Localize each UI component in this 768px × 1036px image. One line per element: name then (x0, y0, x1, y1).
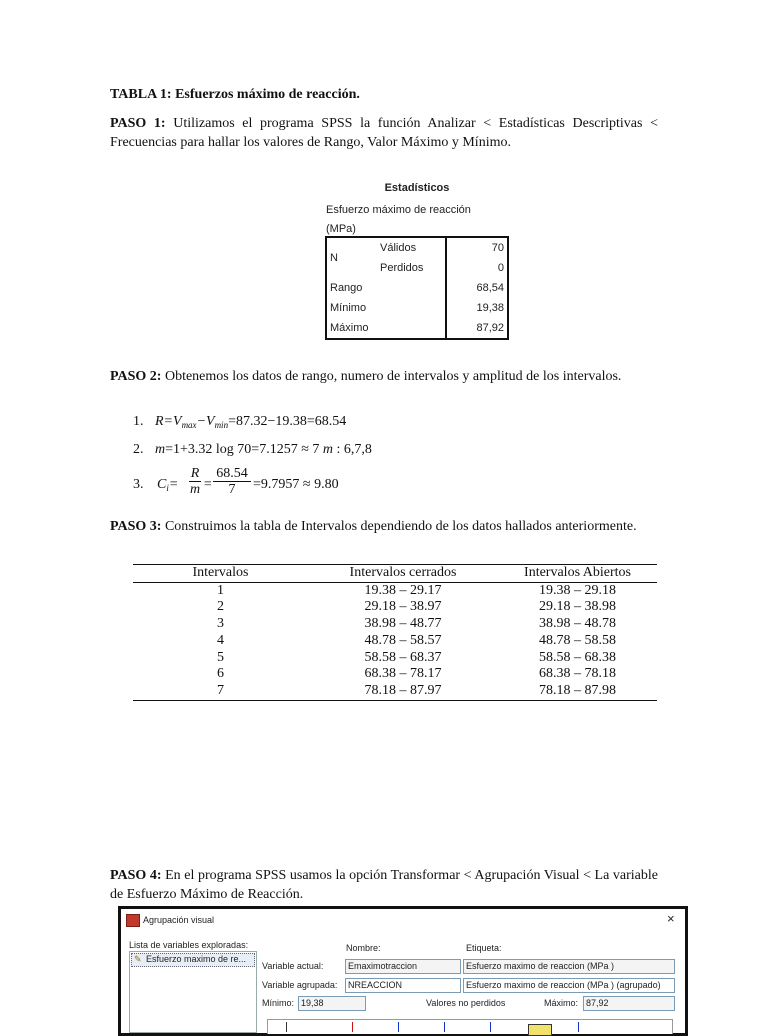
stats-range-value: 68,54 (446, 278, 508, 298)
paso3-label: PASO 3: (110, 519, 162, 534)
intervals-header-closed: Intervalos cerrados (308, 565, 498, 583)
intervals-row (133, 599, 657, 616)
histogram-bar (528, 1024, 552, 1036)
formula-3-lhs: $C_i=$ (157, 477, 179, 493)
stats-n-label: N (330, 252, 338, 264)
formula-3-fraction-den: 7 (213, 481, 251, 497)
interval-open-cell: 78.18 – 87.98 (498, 683, 657, 700)
intervals-header-index: Intervalos (133, 565, 308, 583)
formula-2-value: =1+3.32 log 70=7.1257 ≈ 7 (165, 442, 323, 457)
formula-2-number: 2. (133, 442, 144, 457)
spss-app-icon (126, 914, 140, 927)
interval-index-cell: 3 (217, 616, 224, 632)
dialog-title-bar[interactable] (121, 909, 685, 931)
paso4-text: En el programa SPSS usamos la opción Transformar < Agrupación Visual < La variable de Esfuerzo Máximo de Reacción. (110, 868, 658, 902)
stats-title: Estadísticos (384, 182, 450, 194)
paso2-label: PASO 2: (110, 369, 162, 384)
formula-3-value: =9.7957 ≈ 9.80 (253, 477, 339, 492)
formula-3-eq: = (203, 477, 213, 492)
current-variable-name-field: Emaximotraccion (345, 959, 461, 974)
interval-index-cell: 6 (217, 666, 224, 682)
intervals-row (133, 633, 657, 650)
interval-open-cell: 38.98 – 48.78 (539, 616, 616, 632)
interval-closed-cell: 38.98 – 48.77 (364, 616, 442, 632)
formula-1-number: 1. (133, 414, 144, 429)
grouped-variable-name-input[interactable]: NREACCION (345, 978, 461, 993)
histogram-area[interactable] (267, 1019, 673, 1034)
interval-closed-cell: 58.58 – 68.37 (364, 649, 442, 665)
stats-min-value: 19,38 (446, 298, 508, 318)
interval-open-cell: 58.58 – 68.38 (539, 649, 616, 665)
variables-list[interactable] (129, 951, 257, 1033)
paso1-text: Utilizamos el programa SPSS la función Analizar < Estadísticas Descriptivas < Frecuencias para hallar los valores de Rango, Valor Máximo y Mínimo. (110, 116, 658, 150)
grouped-variable-label: Variable agrupada: (262, 980, 338, 990)
stats-missing-value: 0 (446, 258, 508, 278)
minimum-value-field: 19,38 (298, 996, 366, 1011)
interval-index-cell: 2 (217, 599, 224, 615)
paso2-paragraph (110, 367, 658, 386)
formula-1 (133, 412, 346, 435)
current-variable-label-field: Esfuerzo maximo de reaccion (MPa ) (463, 959, 675, 974)
table-title: TABLA 1: Esfuerzos máximo de reacción. (110, 87, 360, 102)
interval-index-cell: 4 (217, 632, 224, 648)
interval-closed-cell: 48.78 – 58.57 (364, 632, 442, 648)
ruler-icon: ✎ (134, 954, 142, 964)
formula-2-tail: : 6,7,8 (333, 442, 372, 457)
formula-3-fraction-num: 68.54 (216, 466, 248, 481)
interval-index-cell: 7 (133, 683, 308, 700)
minimum-label: Mínimo: (262, 998, 295, 1008)
formula-3-fraction (213, 466, 251, 497)
interval-closed-cell: 19.38 – 29.17 (364, 582, 442, 598)
paso3-text: Construimos la tabla de Intervalos dependiendo de los datos hallados anteriormente. (161, 519, 637, 534)
interval-closed-cell: 68.38 – 78.17 (364, 666, 442, 682)
dialog-title: Agrupación visual (143, 915, 215, 925)
interval-open-cell: 68.38 – 78.18 (539, 666, 616, 682)
paso3-paragraph (110, 517, 658, 536)
paso4-paragraph (110, 866, 658, 904)
list-item-esfuerzo[interactable] (131, 953, 255, 967)
current-variable-label: Variable actual: (262, 961, 324, 971)
interval-index-cell: 5 (217, 649, 224, 665)
intervals-row (133, 650, 657, 667)
formula-1-expr: $R=V_{max}-V_{min}=87.32-19.38=68.54$ (155, 414, 347, 430)
paso1-label: PASO 1: (110, 116, 166, 131)
intervals-row (133, 616, 657, 633)
variables-list-label: Lista de variables exploradas: (129, 940, 249, 950)
name-header: Nombre: (346, 943, 381, 953)
interval-closed-cell: 78.18 – 87.97 (308, 683, 498, 700)
intervals-row (133, 582, 657, 599)
formula-3-number: 3. (133, 477, 144, 492)
formula-2 (133, 440, 372, 459)
maximum-value-field: 87,92 (583, 996, 675, 1011)
stats-valid-value: 70 (446, 237, 508, 258)
formula-3-r-over-m: R m (189, 466, 201, 497)
interval-open-cell: 19.38 – 29.18 (539, 582, 616, 598)
interval-open-cell: 29.18 – 38.98 (539, 599, 616, 615)
maximum-label: Máximo: (544, 998, 579, 1008)
interval-open-cell: 48.78 – 58.58 (539, 632, 616, 648)
paso1-paragraph (110, 114, 658, 152)
stats-range-label: Rango (330, 282, 363, 294)
formula-2-expr: m=1+3.32 log 70=7.1257 ≈ 7 m : 6,7,8 (155, 442, 372, 457)
label-header: Etiqueta: (466, 943, 502, 953)
interval-closed-cell: 29.18 – 38.97 (364, 599, 442, 615)
visual-binning-dialog (118, 906, 688, 1036)
stats-subtitle: Esfuerzo máximo de reacción (MPa) (326, 204, 471, 235)
grouped-variable-label-input[interactable]: Esfuerzo maximo de reaccion (MPa ) (agrupado) (463, 978, 675, 993)
intervals-row (133, 666, 657, 683)
intervals-table (133, 564, 657, 701)
stats-max-value: 87,92 (446, 318, 508, 339)
interval-index-cell: 1 (217, 582, 224, 598)
list-item-label: Esfuerzo maximo de re... (146, 954, 247, 964)
stats-max-label: Máximo (330, 322, 369, 334)
stats-missing-label: Perdidos (380, 262, 424, 274)
stats-table (325, 236, 509, 340)
stats-valid-label: Válidos (380, 242, 417, 254)
intervals-header-open: Intervalos Abiertos (498, 565, 657, 583)
close-icon[interactable]: × (667, 911, 675, 926)
intervals-row (133, 683, 657, 700)
formula-1-value: =87.32−19.38=68.54 (228, 414, 347, 429)
nonmissing-values-label: Valores no perdidos (426, 998, 506, 1008)
stats-min-label: Mínimo (330, 302, 367, 314)
paso4-label: PASO 4: (110, 868, 162, 883)
paso2-text: Obtenemos los datos de rango, numero de intervalos y amplitud de los intervalos. (161, 369, 622, 384)
